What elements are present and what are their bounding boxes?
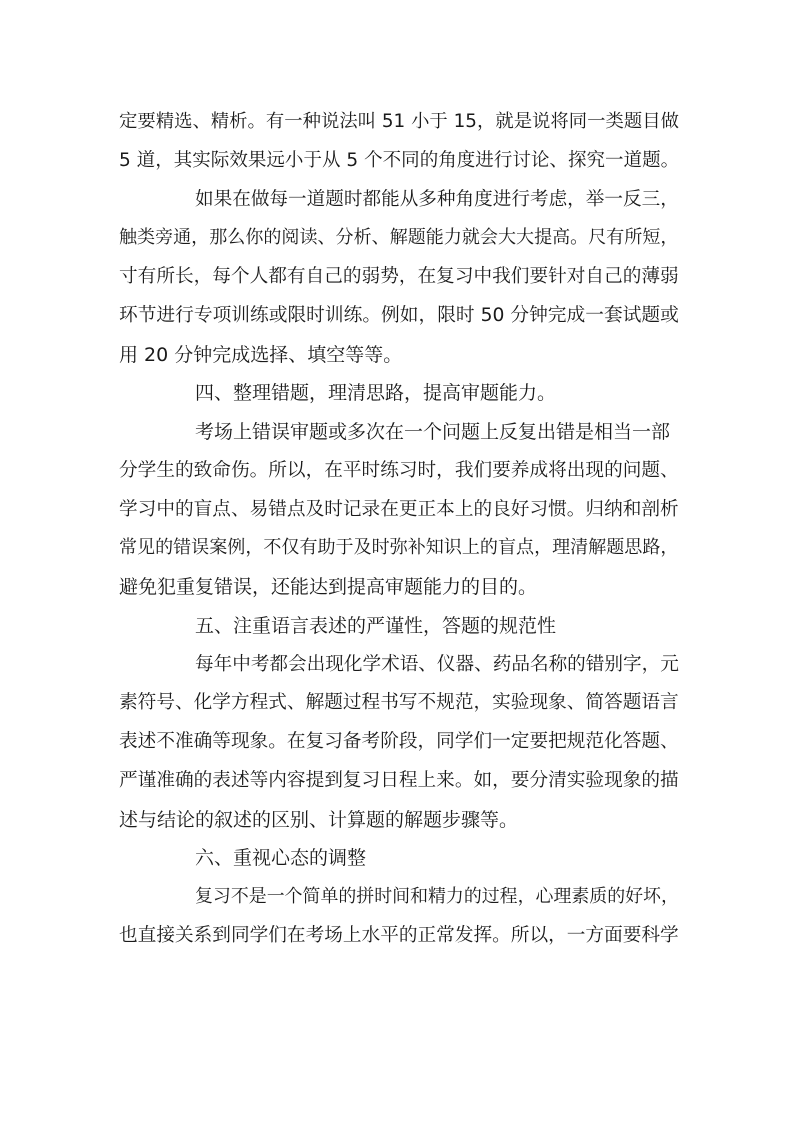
text-line: 5 道，其实际效果远小于从 5 个不同的角度进行讨论、探究一道题。: [119, 149, 680, 171]
text-line: 分学生的致命伤。所以，在平时练习时，我们要养成将出现的问题、: [119, 459, 679, 481]
text-line: 用 20 分钟完成选择、填空等等。: [119, 343, 403, 366]
text-line: 考场上错误审题或多次在一个问题上反复出错是相当一部: [195, 421, 671, 443]
text-line: 严谨准确的表述等内容提到复习日程上来。如，要分清实验现象的描: [119, 769, 679, 791]
text-line: 避免犯重复错误，还能达到提高审题能力的目的。: [119, 576, 538, 598]
text-line: 表述不准确等现象。在复习备考阶段，同学们一定要把规范化答题、: [119, 731, 679, 752]
text-line: 如果在做每一道题时都能从多种角度进行考虑，举一反三，: [195, 188, 679, 210]
text-line: 学习中的盲点、易错点及时记录在更正本上的良好习惯。归纳和剖析: [119, 498, 679, 520]
text-line: 也直接关系到同学们在考场上水平的正常发挥。所以，一方面要科学: [119, 924, 679, 946]
text-line: 五、注重语言表述的严谨性，答题的规范性: [195, 614, 557, 637]
text-line: 常见的错误案例，不仅有助于及时弥补知识上的盲点，理清解题思路，: [119, 537, 679, 559]
text-line: 素符号、化学方程式、解题过程书写不规范，实验现象、简答题语言: [119, 692, 679, 714]
text-line: 复习不是一个简单的拼时间和精力的过程，心理素质的好坏，: [195, 886, 679, 907]
text-line: 定要精选、精析。有一种说法叫 51 小于 15，就是说将同一类题目做: [119, 111, 679, 132]
text-line: 环节进行专项训练或限时训练。例如，限时 50 分钟完成一套试题或: [119, 304, 679, 326]
document-body: [119, 103, 679, 956]
text-line: 四、整理错题，理清思路，提高审题能力。: [195, 382, 557, 405]
text-line: 触类旁通，那么你的阅读、分析、解题能力就会大大提高。尺有所短，: [119, 227, 679, 249]
text-line: 每年中考都会出现化学术语、仪器、药品名称的错别字，元: [195, 653, 679, 675]
text-line: 述与结论的叙述的区别、计算题的解题步骤等。: [119, 808, 519, 831]
text-line: 六、重视心态的调整: [195, 847, 367, 870]
text-line: 寸有所长，每个人都有自己的弱势，在复习中我们要针对自己的薄弱: [119, 266, 679, 287]
